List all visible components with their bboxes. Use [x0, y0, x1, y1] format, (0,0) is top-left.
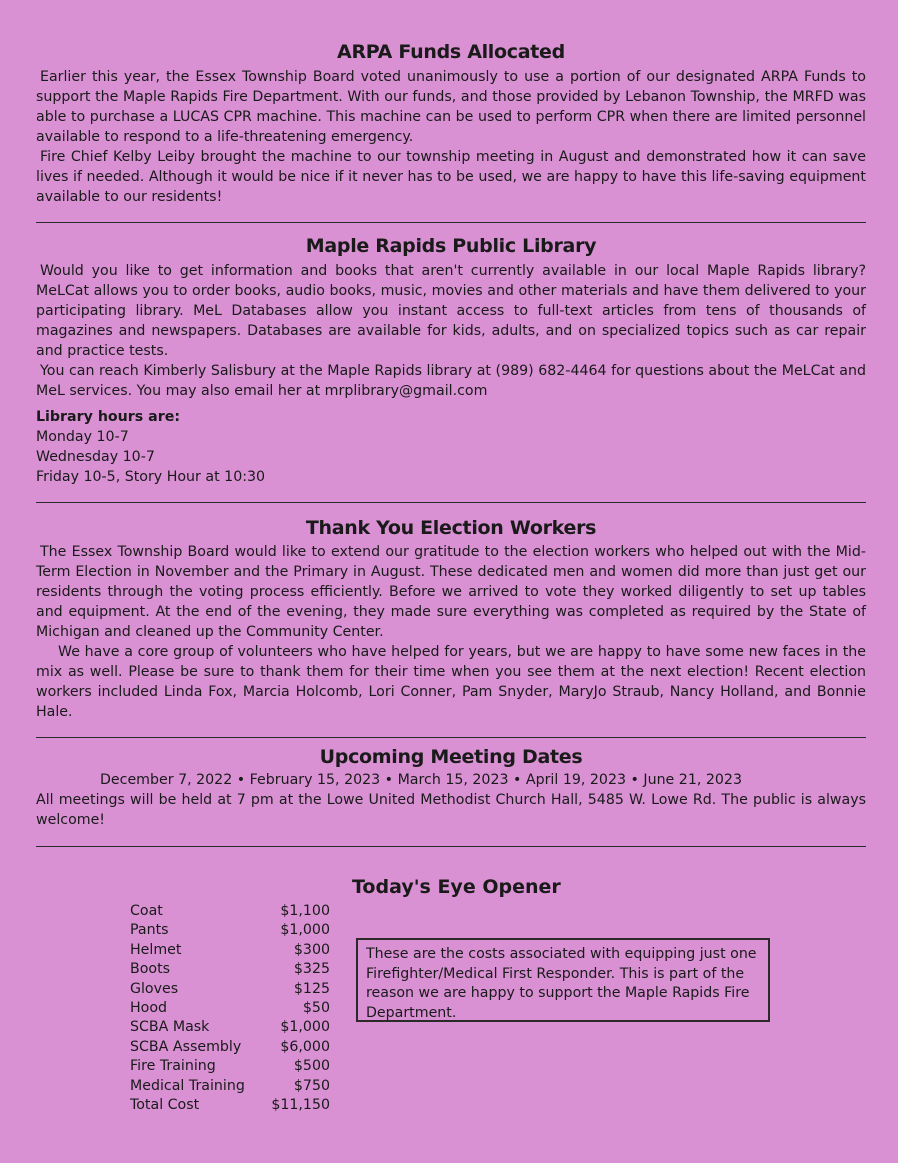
- cost-item-name: Medical Training: [130, 1077, 245, 1094]
- divider: [36, 222, 866, 223]
- cost-item-name: Hood: [130, 999, 168, 1016]
- cost-item-amount: $750: [293, 1077, 330, 1094]
- cost-item-name: Coat: [130, 903, 163, 919]
- library-section: [36, 235, 866, 487]
- cost-row: [130, 999, 330, 1018]
- library-hours: [36, 407, 866, 487]
- cost-row: [130, 1018, 330, 1037]
- divider: [36, 502, 866, 503]
- meetings-title: Upcoming Meeting Dates: [319, 746, 583, 768]
- meeting-dates: December 7, 2022 • February 15, 2023 • March 15, 2023 • April 19, 2023 • June 21, 2023: [100, 772, 742, 788]
- cost-row: [130, 921, 330, 940]
- eye-opener-title: Today's Eye Opener: [352, 876, 561, 898]
- cost-item-name: Gloves: [130, 980, 179, 997]
- cost-item-amount: $300: [293, 941, 330, 958]
- cost-row: [130, 980, 330, 999]
- arpa-paragraph-2: Fire Chief Kelby Leiby brought the machine to our township meeting in August and demonstrated how it can save lives if needed. Although it would be nice if it never has to be used, we are happy to have this life-saving equipment available to our residents!: [36, 149, 866, 205]
- cost-item-amount: $11,150: [271, 1096, 330, 1113]
- cost-item-name: SCBA Mask: [130, 1019, 210, 1036]
- cost-item-amount: $1,100: [280, 903, 330, 919]
- cost-item-name: Fire Training: [130, 1058, 216, 1075]
- cost-item-name: Helmet: [130, 941, 182, 958]
- arpa-section: [36, 41, 866, 207]
- cost-item-name: SCBA Assembly: [130, 1038, 242, 1055]
- cost-row: [130, 941, 330, 960]
- cost-item-amount: $1,000: [280, 1019, 330, 1036]
- cost-item-name: Boots: [130, 961, 171, 978]
- library-hours-label: Library hours are:: [36, 409, 181, 425]
- cost-item-amount: $325: [293, 961, 330, 978]
- cost-row: [130, 1077, 330, 1096]
- cost-row: [130, 1038, 330, 1057]
- meetings-section: [36, 746, 866, 830]
- cost-item-name: Pants: [130, 922, 169, 939]
- arpa-paragraph-1: Earlier this year, the Essex Township Board voted unanimously to use a portion of our designated ARPA Funds to support the Maple Rapids Fire Department. With our funds, and those provided by Lebanon Township, the MRFD was able to purchase a LUCAS CPR machine. This machine can be used to perform CPR when there are limited personnel available to respond to a life-threatening emergency.: [36, 69, 866, 145]
- meetings-note: All meetings will be held at 7 pm at the Lowe United Methodist Church Hall, 5485 W. Lowe Rd. The public is always welcome!: [36, 792, 866, 828]
- cost-row: [130, 902, 330, 921]
- election-paragraph-1: The Essex Township Board would like to extend our gratitude to the election workers who helped out with the Mid-Term Election in November and the Primary in August. These dedicated men and women did more than just get our residents through the voting process efficiently. Before we arrived to vote they worked diligently to set up tables and equipment. At the end of the evening, they made sure everything was completed as required by the State of Michigan and cleaned up the Community Center.: [36, 544, 866, 640]
- cost-row: [130, 1057, 330, 1076]
- cost-item-name: Total Cost: [130, 1096, 200, 1113]
- library-paragraph-2: You can reach Kimberly Salisbury at the Maple Rapids library at (989) 682-4464 for questions about the MeLCat and MeL services. You may also email her at mrplibrary@gmail.com: [36, 363, 866, 399]
- library-title: Maple Rapids Public Library: [305, 235, 597, 257]
- library-hours-item: Wednesday 10-7: [36, 449, 155, 465]
- cost-item-amount: $125: [293, 980, 330, 997]
- election-title: Thank You Election Workers: [305, 517, 597, 539]
- cost-list: [130, 902, 330, 1115]
- divider: [36, 846, 866, 847]
- election-section: [36, 517, 866, 722]
- cost-item-amount: $6,000: [280, 1038, 330, 1055]
- eye-opener-note-box: These are the costs associated with equipping just one Firefighter/Medical First Responder. This is part of the reason we are happy to support the Maple Rapids Fire Department.: [356, 938, 770, 1022]
- cost-row: [130, 1096, 330, 1115]
- cost-row: [130, 960, 330, 979]
- election-paragraph-2: We have a core group of volunteers who have helped for years, but we are happy to have some new faces in the mix as well. Please be sure to thank them for their time when you see them at the next election! Recent election workers included Linda Fox, Marcia Holcomb, Lori Conner, Pam Snyder, MaryJo Straub, Nancy Holland, and Bonnie Hale.: [36, 644, 866, 720]
- library-hours-item: Monday 10-7: [36, 429, 129, 445]
- library-hours-item: Friday 10-5, Story Hour at 10:30: [36, 469, 266, 485]
- divider: [36, 737, 866, 738]
- cost-item-amount: $50: [302, 999, 330, 1016]
- cost-item-amount: $1,000: [280, 922, 330, 939]
- library-paragraph-1: Would you like to get information and books that aren't currently available in our local Maple Rapids library? MeLCat allows you to order books, audio books, music, movies and other materials and have them delivered to your participating library. MeL Databases allow you instant access to full-text articles from tens of thousands of magazines and newspapers. Databases are available for kids, adults, and on specialized topics such as car repair and practice tests.: [36, 263, 866, 359]
- cost-item-amount: $500: [293, 1058, 330, 1075]
- arpa-title: ARPA Funds Allocated: [337, 41, 565, 63]
